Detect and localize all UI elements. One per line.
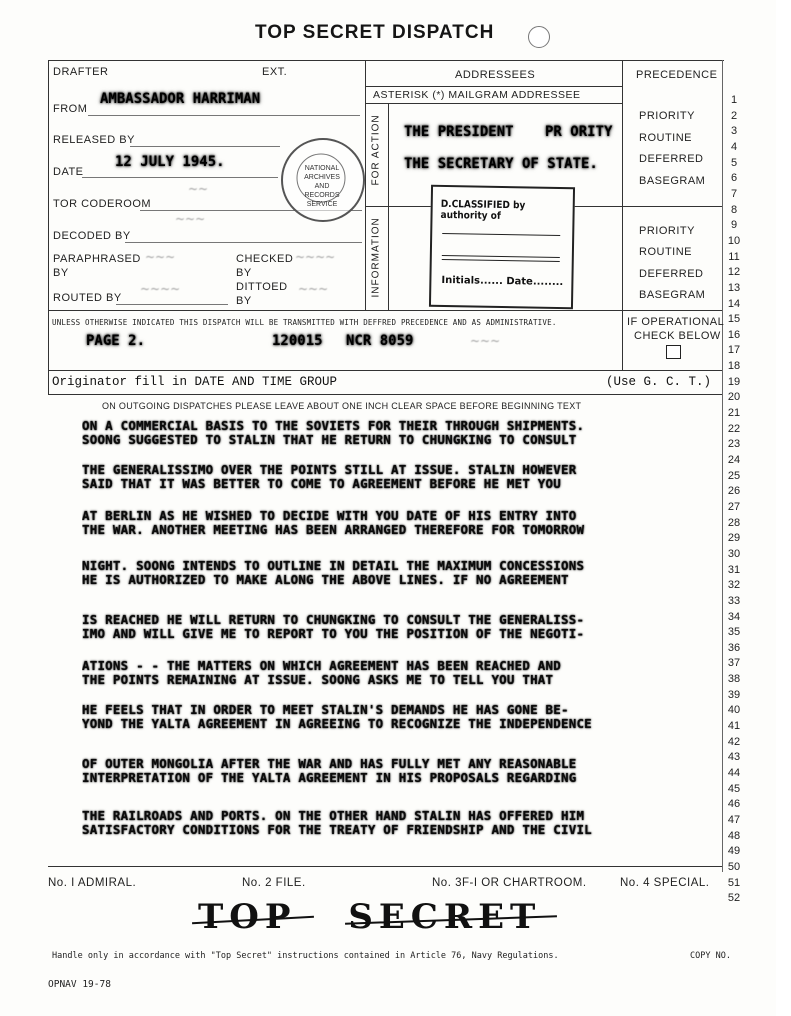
line-number: 7 [730,187,738,200]
line-number: 3 [730,125,738,138]
line-number: 29 [727,532,741,545]
drafter-label: DRAFTER [53,66,109,78]
ext-label: EXT. [262,66,288,78]
grid-line [48,370,722,371]
grid-line [48,866,722,867]
precedence-action-priority: PRIORITY [639,110,695,122]
form-id: OPNAV 19-78 [48,979,111,990]
line-number: 19 [727,375,741,388]
line-number: 34 [727,610,741,623]
declassified-line-1 [442,233,560,236]
line-number: 8 [730,203,738,216]
from-underline [88,115,360,116]
line-number: 15 [727,313,741,326]
body-line: AT BERLIN AS HE WISHED TO DECIDE WITH YOU DATE OF HIS ENTRY INTO [82,508,577,523]
line-number: 9 [730,219,738,232]
line-number: 40 [727,704,741,717]
grid-line [48,60,49,394]
grid-line [48,394,722,395]
line-number: 39 [727,688,741,701]
line-number: 44 [727,767,741,779]
body-line: THE WAR. ANOTHER MEETING HAS BEEN ARRANGED THEREFORE FOR TOMORROW [82,522,585,537]
released-by-label: RELEASED BY [53,134,135,146]
body-line: OF OUTER MONGOLIA AFTER THE WAR AND HAS FULLY MET ANY REASONABLE [82,756,577,771]
line-number: 5 [730,156,738,169]
line-number: 52 [727,892,741,905]
distribution-admiral: No. I ADMIRAL. [48,877,137,889]
line-number: 16 [727,328,741,341]
distribution-chartroom: No. 3F-I OR CHARTROOM. [432,877,587,889]
body-line: NIGHT. SOONG INTENDS TO OUTLINE IN DETAIL THE MAXIMUM CONCESSIONS [82,558,585,573]
body-line: IMO AND WILL GIVE ME TO REPORT TO YOU THE POSITION OF THE NEGOTI- [82,626,585,641]
precedence-info-deferred: DEFERRED [639,268,704,280]
line-number: 26 [727,485,741,498]
declassified-line-3 [442,259,560,262]
action-addressee-secstate: THE SECRETARY OF STATE. [404,156,598,172]
line-number: 2 [730,109,738,122]
grid-line [365,60,366,310]
dispatch-title: TOP SECRET DISPATCH [255,22,495,43]
outgoing-note: ON OUTGOING DISPATCHES PLEASE LEAVE ABOUT ONE INCH CLEAR SPACE BEFORE BEGINNING TEXT [102,401,582,411]
precedence-info-priority: PRIORITY [639,225,695,237]
body-line: SOONG SUGGESTED TO STALIN THAT HE RETURN TO CHUNGKING TO CONSULT [82,432,577,447]
line-number: 11 [728,250,740,263]
body-line: THE RAILROADS AND PORTS. ON THE OTHER HAND STALIN HAS OFFERED HIM [82,808,585,823]
dittoed-by-label: DITTOED BY [236,281,288,307]
date-label: DATE [53,166,84,178]
body-line: ON A COMMERCIAL BASIS TO THE SOVIETS FOR THEIR THROUGH SHIPMENTS. [82,418,585,433]
tor-coderoom-label: TOR CODEROOM [53,198,152,210]
archives-seal-text: NATIONAL ARCHIVES AND RECORDS SERVICE [304,165,340,208]
initials-date-text: Initials...... Date........ [441,274,564,289]
line-number: 17 [727,344,741,357]
use-gct-note: (Use G. C. T.) [606,375,712,389]
line-number: 30 [727,547,741,560]
precedence-info-routine: ROUTINE [639,246,692,258]
body-line: HE IS AUTHORIZED TO MAKE ALONG THE ABOVE LINES. IF NO AGREEMENT [82,572,569,587]
grid-line [388,103,389,310]
line-number: 46 [727,798,741,811]
page-number: PAGE 2. [86,333,146,349]
line-number: 6 [730,172,738,185]
mailgram-label: ASTERISK (*) MAILGRAM ADDRESSEE [373,89,581,101]
distribution-file: No. 2 FILE. [242,877,306,889]
tor-scribble: ~~~ [175,212,206,226]
date-initials-scribble: ~~ [188,182,209,196]
body-line: IS REACHED HE WILL RETURN TO CHUNGKING TO CONSULT THE GENERALISS- [82,612,585,627]
routed-by-label: ROUTED BY [53,292,122,304]
line-number: 21 [727,407,741,419]
line-number: 49 [727,845,741,858]
declassified-stamp [429,185,575,309]
date-value: 12 JULY 1945. [115,154,225,170]
checked-scribble: ~~~~ [295,250,336,264]
handle-note: Handle only in accordance with "Top Secret" instructions contained in Article 76, Navy Regulations. [52,951,559,961]
date-underline [82,177,278,178]
line-number: 36 [727,641,741,654]
for-action-label: FOR ACTION [370,114,382,186]
line-number: 38 [727,673,741,686]
line-number: 50 [727,860,741,873]
from-label: FROM [53,103,88,115]
line-number: 10 [727,234,741,247]
paraphrased-scribble: ~~~ [145,250,176,264]
line-number: 35 [727,626,741,639]
line-number: 43 [727,751,741,764]
body-line: SATISFACTORY CONDITIONS FOR THE TREATY OF FRIENDSHIP AND THE CIVIL [82,822,592,837]
line-number: 12 [727,266,741,279]
line-number: 47 [727,813,741,826]
transmit-note: UNLESS OTHERWISE INDICATED THIS DISPATCH WILL BE TRANSMITTED WITH DEFFRED PRECEDENCE AND AS ADMINISTRATIVE. [52,318,557,327]
line-number: 28 [727,516,741,529]
line-number: 32 [727,579,741,592]
line-number: 41 [727,720,741,732]
originator-note: Originator fill in DATE AND TIME GROUP [52,375,338,389]
line-number: 48 [727,829,741,842]
line-number: 33 [727,594,741,607]
body-line: INTERPRETATION OF THE YALTA AGREEMENT IN HIS PROPOSALS REGARDING [82,770,577,785]
line-number: 51 [727,876,741,889]
decoded-underline [125,242,362,243]
declassified-line-2 [442,255,560,258]
paraphrased-by-label: PARAPHRASED BY [53,253,141,279]
archives-seal [281,138,365,222]
line-number: 22 [727,422,741,435]
line-number: 20 [727,391,741,404]
precedence-label: PRECEDENCE [636,69,718,81]
line-number: 4 [730,140,738,153]
information-label: INFORMATION [370,217,382,298]
from-value: AMBASSADOR HARRIMAN [100,91,261,107]
routed-underline [116,304,228,305]
line-number: 18 [727,360,741,373]
body-line: ATIONS - - THE MATTERS ON WHICH AGREEMENT HAS BEEN REACHED AND [82,658,561,673]
body-line: THE POINTS REMAINING AT ISSUE. SOONG ASKS ME TO TELL YOU THAT [82,672,554,687]
dittoed-scribble: ~~~ [298,282,329,296]
addressees-label: ADDRESSEES [455,69,536,81]
checked-by-label: CHECKED BY [236,253,294,279]
line-number: 14 [727,297,741,310]
grid-line [622,60,623,310]
line-number: 25 [727,469,741,482]
ncr-number: NCR 8059 [346,333,414,349]
check-below-label: CHECK BELOW [634,330,721,342]
date-time-group: 120015 [272,333,323,349]
body-line: SAID THAT IT WAS BETTER TO COME TO AGREEMENT BEFORE HE MET YOU [82,476,561,491]
line-number: 27 [727,500,741,513]
released-underline [130,146,280,147]
grid-line [622,310,623,370]
line-number: 13 [727,281,741,294]
line-number: 24 [727,453,741,466]
precedence-action-routine: ROUTINE [639,132,692,144]
grid-line [48,310,722,311]
declassified-text: D.CLASSIFIED by authority of [440,198,526,222]
precedence-action-basegram: BASEGRAM [639,175,706,187]
dtg-faint-overprint: ~~~ [470,334,501,348]
decoded-by-label: DECODED BY [53,230,131,242]
if-operational-label: IF OPERATIONAL [627,316,725,328]
line-number: 37 [727,657,741,670]
footer-top-secret: TOP SECRET [198,897,542,937]
distribution-special: No. 4 SPECIAL. [620,877,710,889]
line-number: 23 [727,438,741,451]
operational-checkbox[interactable] [666,345,681,359]
grid-line [365,103,622,104]
action-addressee-president: THE PRESIDENT [404,124,514,140]
body-line: YOND THE YALTA AGREEMENT IN AGREEING TO RECOGNIZE THE INDEPENDENCE [82,716,592,731]
grid-line [365,86,622,87]
routed-scribble: ~~~~ [140,282,181,296]
line-number: 42 [727,735,741,748]
line-number: 45 [727,782,741,795]
copy-no: COPY NO. [690,951,731,961]
line-number: 31 [727,563,741,576]
hole-punch [528,26,550,48]
body-line: THE GENERALISSIMO OVER THE POINTS STILL AT ISSUE. STALIN HOWEVER [82,462,577,477]
precedence-info-basegram: BASEGRAM [639,289,706,301]
paper-edge [776,0,791,1016]
action-priority: PR ORITY [545,124,613,140]
precedence-action-deferred: DEFERRED [639,153,704,165]
line-number: 1 [730,94,738,106]
body-line: HE FEELS THAT IN ORDER TO MEET STALIN'S DEMANDS HE HAS GONE BE- [82,702,569,717]
